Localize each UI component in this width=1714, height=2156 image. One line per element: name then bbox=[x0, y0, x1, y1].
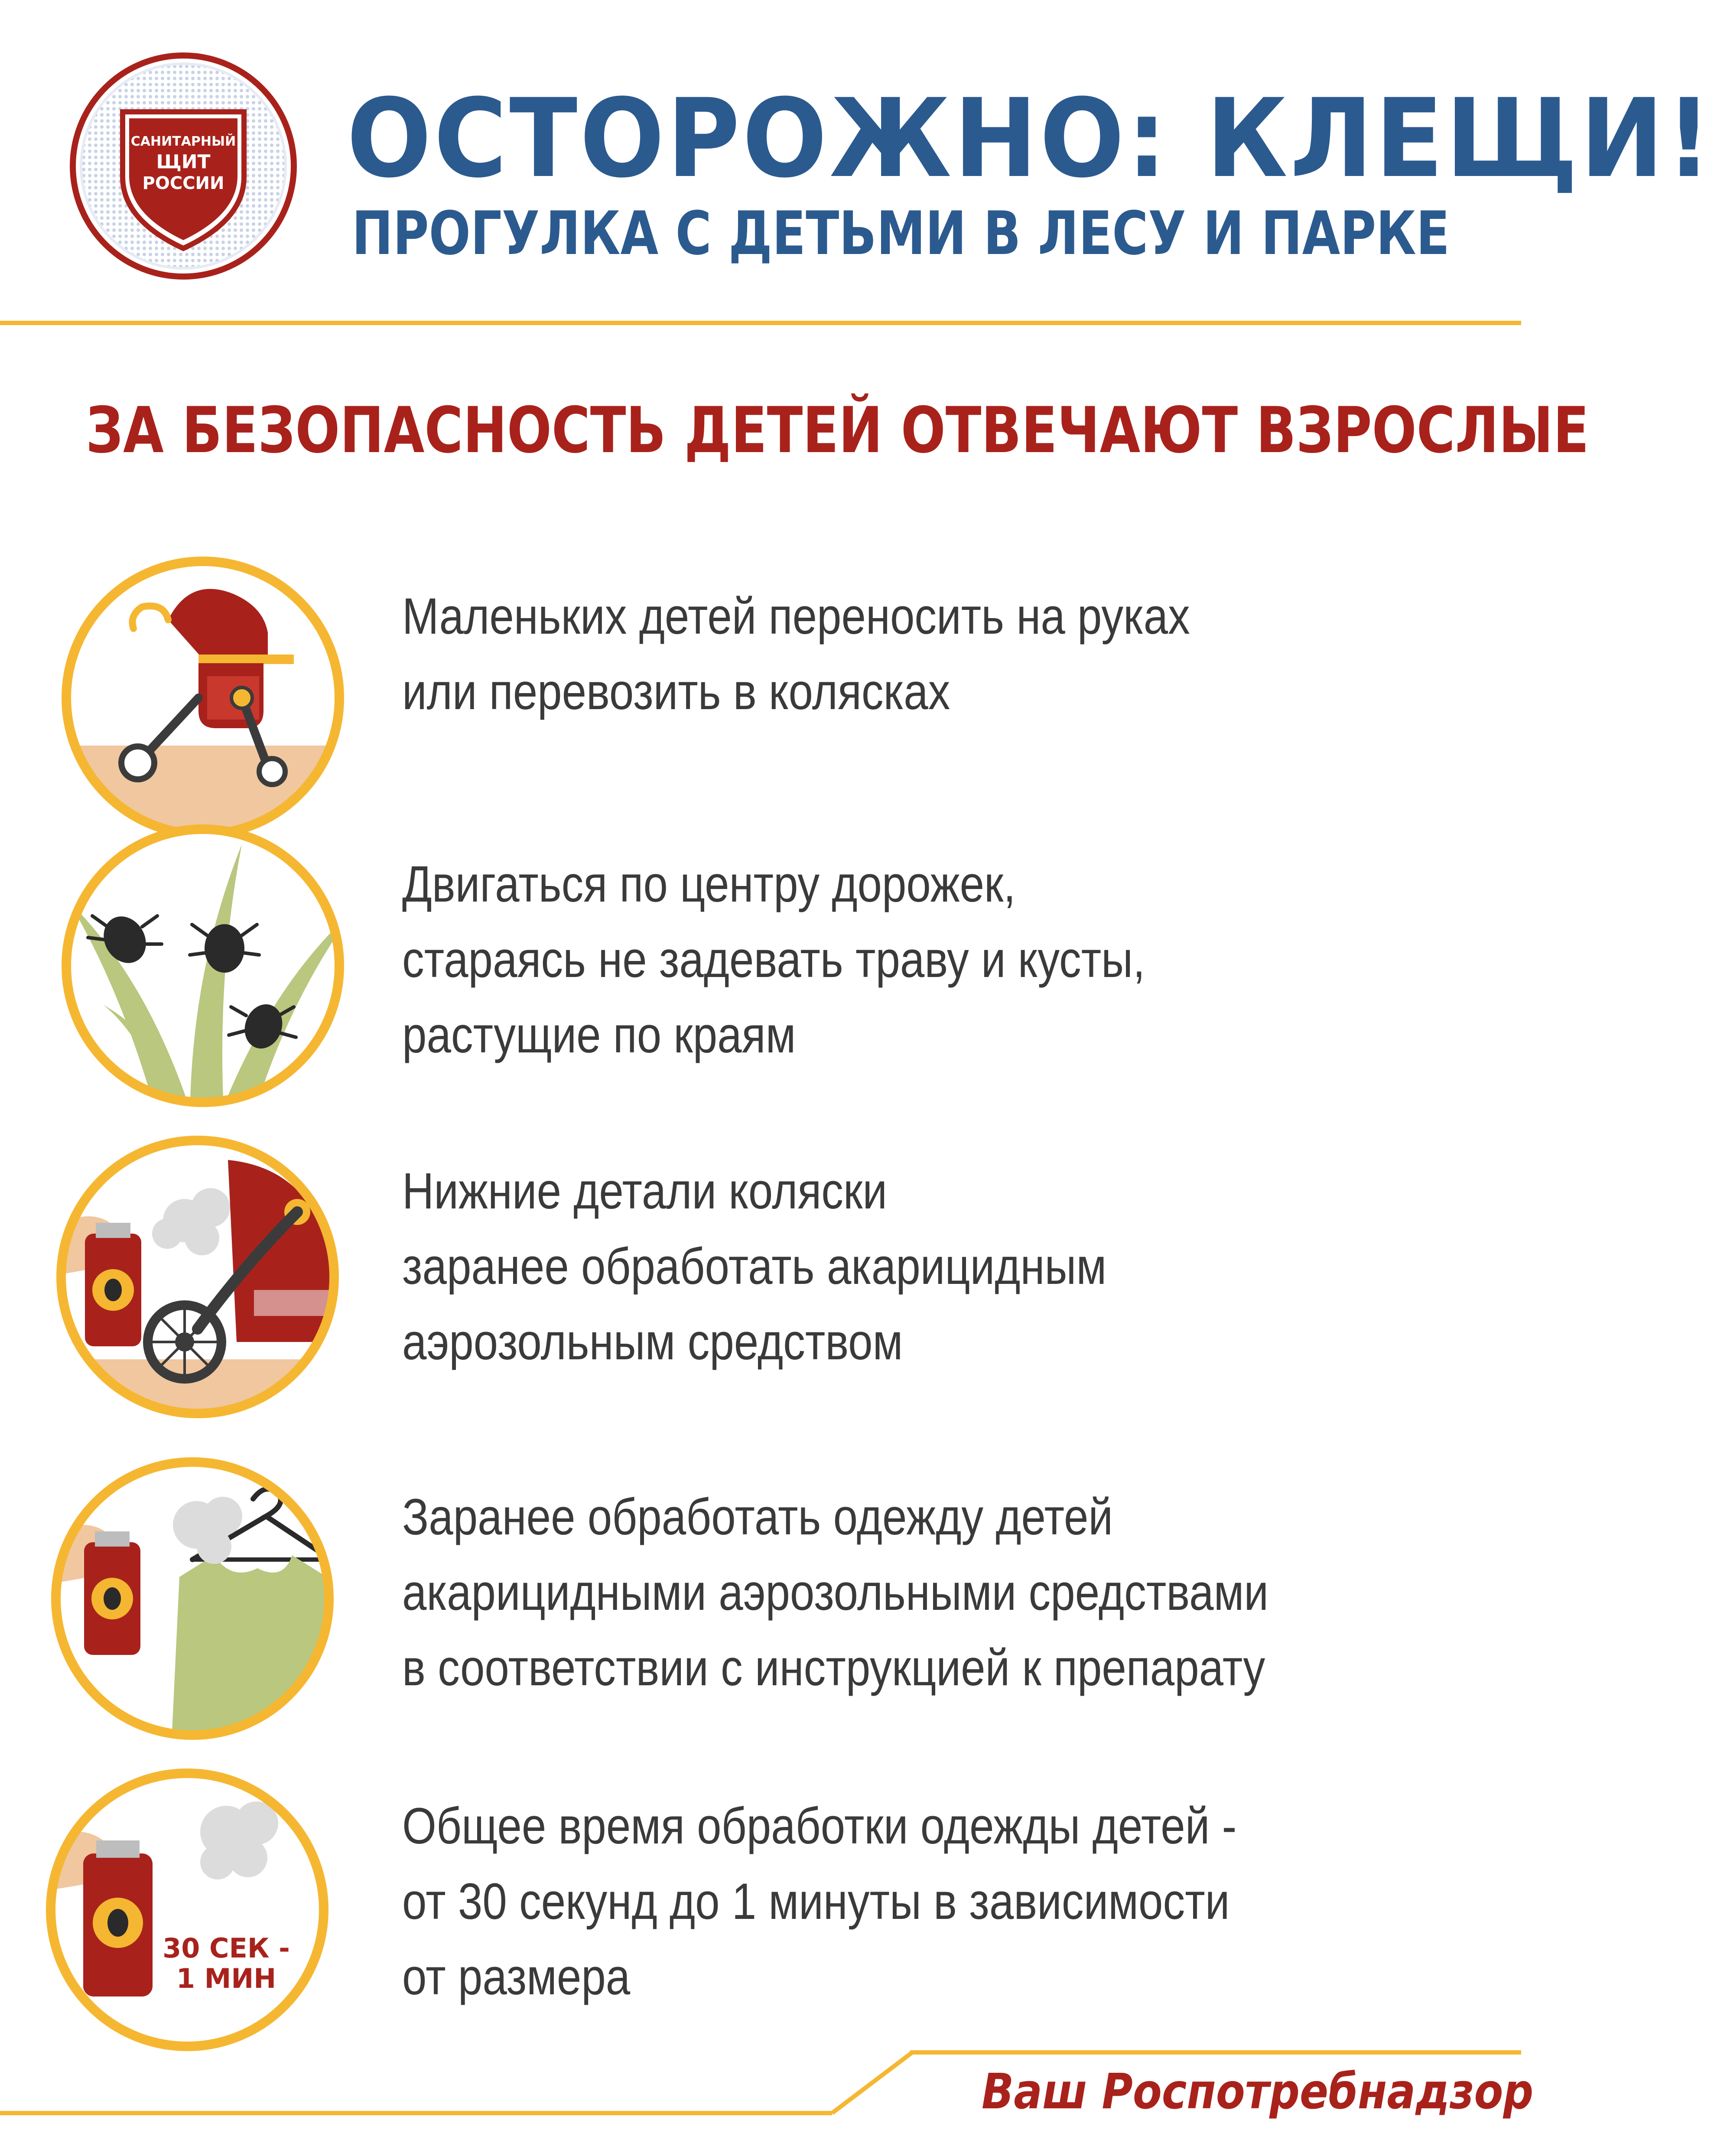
ticks-in-grass-icon bbox=[60, 823, 346, 1109]
spray-timer-icon bbox=[44, 1767, 330, 2053]
tip-text-2 bbox=[402, 847, 1334, 1073]
spray-clothes-icon bbox=[49, 1456, 335, 1742]
header-divider bbox=[0, 321, 1521, 325]
footer-divider-slant bbox=[815, 2050, 927, 2115]
tip-5-line-1: Общее время обработки одежды детей - bbox=[402, 1798, 1237, 1855]
footer-divider-top bbox=[910, 2050, 1521, 2055]
header bbox=[0, 0, 1714, 329]
sanitary-shield-logo bbox=[68, 51, 298, 281]
tip-item-3 bbox=[0, 1134, 1521, 1420]
tip-text-1 bbox=[402, 579, 1334, 730]
spray-stroller-wheel-icon bbox=[55, 1134, 341, 1420]
tip-1-line-1: Маленьких детей переносить на руках bbox=[402, 588, 1190, 645]
tip-item-2 bbox=[0, 823, 1521, 1109]
tip-text-5 bbox=[402, 1788, 1334, 2015]
tip-item-4 bbox=[0, 1456, 1521, 1742]
timer-badge-line2: 1 МИН bbox=[176, 1963, 276, 1994]
tip-4-line-3: в соответствии с инструкцией к препарату bbox=[402, 1639, 1265, 1697]
timer-badge-line1: 30 СЕК - bbox=[163, 1932, 290, 1964]
section-headline: ЗА БЕЗОПАСНОСТЬ ДЕТЕЙ ОТВЕЧАЮТ ВЗРОСЛЫЕ bbox=[86, 394, 1589, 467]
tip-1-line-2: или перевозить в колясках bbox=[402, 663, 950, 720]
footer-signature: Ваш Роспотребнадзор bbox=[982, 2064, 1534, 2120]
tip-item-1 bbox=[0, 555, 1521, 841]
tip-4-line-2: акарицидными аэрозольными средствами bbox=[402, 1564, 1269, 1621]
footer-divider-bottom bbox=[0, 2111, 832, 2115]
tip-text-3 bbox=[402, 1153, 1334, 1380]
logo-line3: РОССИИ bbox=[142, 173, 224, 193]
tip-text-4 bbox=[402, 1479, 1334, 1706]
tip-5-line-2: от 30 секунд до 1 минуты в зависимости bbox=[402, 1873, 1230, 1930]
logo-line2: ЩИТ bbox=[156, 151, 211, 173]
page-subtitle: ПРОГУЛКА С ДЕТЬМИ В ЛЕСУ И ПАРКЕ bbox=[352, 199, 1450, 268]
tip-2-line-2: стараясь не задевать траву и кусты, bbox=[402, 931, 1145, 988]
tip-item-5 bbox=[0, 1767, 1521, 2053]
tip-5-line-3: от размера bbox=[402, 1948, 631, 2006]
tip-2-line-1: Двигаться по центру дорожек, bbox=[402, 856, 1016, 913]
tip-4-line-1: Заранее обработать одежду детей bbox=[402, 1488, 1113, 1546]
logo-line1: САНИТАРНЫЙ bbox=[130, 134, 236, 149]
tip-2-line-3: растущие по краям bbox=[402, 1006, 796, 1064]
tip-3-line-1: Нижние детали коляски bbox=[402, 1163, 888, 1220]
page-title: ОСТОРОЖНО: КЛЕЩИ! bbox=[347, 75, 1714, 202]
tip-3-line-3: аэрозольным средством bbox=[402, 1313, 903, 1371]
tip-3-line-2: заранее обработать акарицидным bbox=[402, 1238, 1107, 1295]
stroller-icon bbox=[60, 555, 346, 841]
